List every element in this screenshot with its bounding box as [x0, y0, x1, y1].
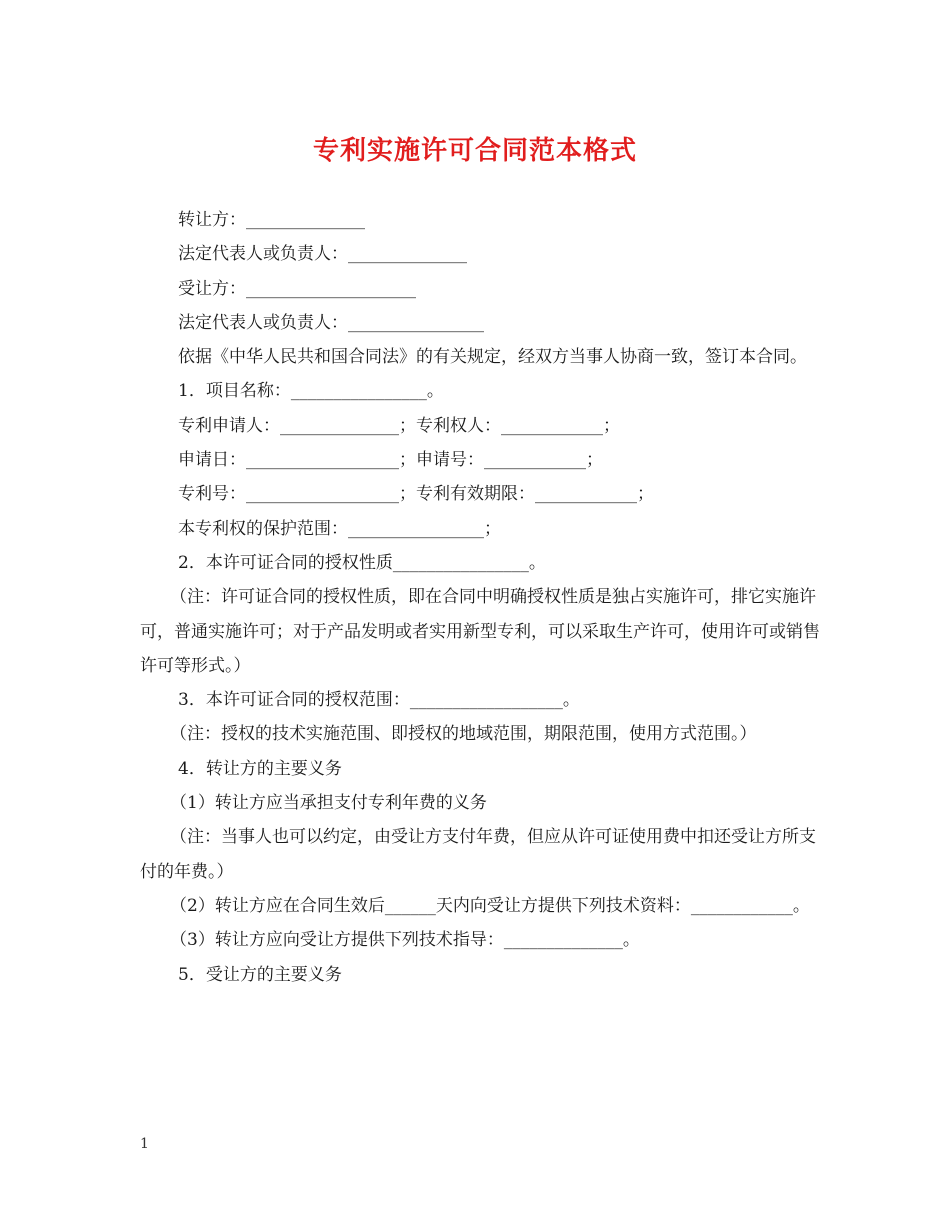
license-scope-note: （注：授权的技术实施范围、即授权的地域范围，期限范围，使用方式范围。） — [170, 724, 757, 745]
project-name-line: 1．项目名称：________________。 — [178, 381, 444, 402]
transferee-line: 受让方：____________________ — [178, 278, 416, 299]
license-nature-note: （注：许可证合同的授权性质，即在合同中明确授权性质是独占实施许可，排它实施许可，普通实施许可；对于产品发明或者实用新型专利，可以采取生产许可，使用许可或销售许可等形式。） — [140, 587, 820, 676]
page-number: 1 — [140, 1136, 149, 1152]
obligation-item-3: （3）转让方应向受让方提供下列技术指导：______________。 — [170, 930, 640, 951]
license-scope-line: 3．本许可证合同的授权范围：__________________。 — [178, 690, 580, 711]
protection-scope-line: 本专利权的保护范围：________________； — [178, 518, 501, 539]
patent-applicant-line: 专利申请人：______________；专利权人：____________； — [178, 415, 620, 436]
transferor-line: 转让方：______________ — [178, 210, 365, 230]
contract-basis-paragraph: 依据《中华人民共和国合同法》的有关规定，经双方当事人协商一致，签订本合同。 — [178, 347, 807, 368]
license-nature-line: 2．本许可证合同的授权性质________________。 — [178, 552, 546, 573]
transferor-representative-line: 法定代表人或负责人：______________ — [178, 244, 467, 265]
document-body — [140, 203, 830, 992]
application-date-line: 申请日：__________________；申请号：____________； — [178, 450, 603, 471]
patent-number-line: 专利号：__________________；专利有效期限：____________； — [178, 484, 654, 505]
transferee-obligations-heading: 5．受让方的主要义务 — [178, 964, 342, 985]
annual-fee-note: （注：当事人也可以约定，由受让方支付年费，但应从许可证使用费中扣还受让方所支付的年费。） — [140, 827, 816, 882]
document-title: 专利实施许可合同范本格式 — [312, 136, 637, 166]
obligation-item-2: （2）转让方应在合同生效后______天内向受让方提供下列技术资料：____________。 — [170, 895, 810, 916]
transferee-representative-line: 法定代表人或负责人：________________ — [178, 312, 484, 333]
obligation-item-1: （1）转让方应当承担支付专利年费的义务 — [170, 793, 487, 814]
transferor-obligations-heading: 4．转让方的主要义务 — [178, 758, 342, 779]
